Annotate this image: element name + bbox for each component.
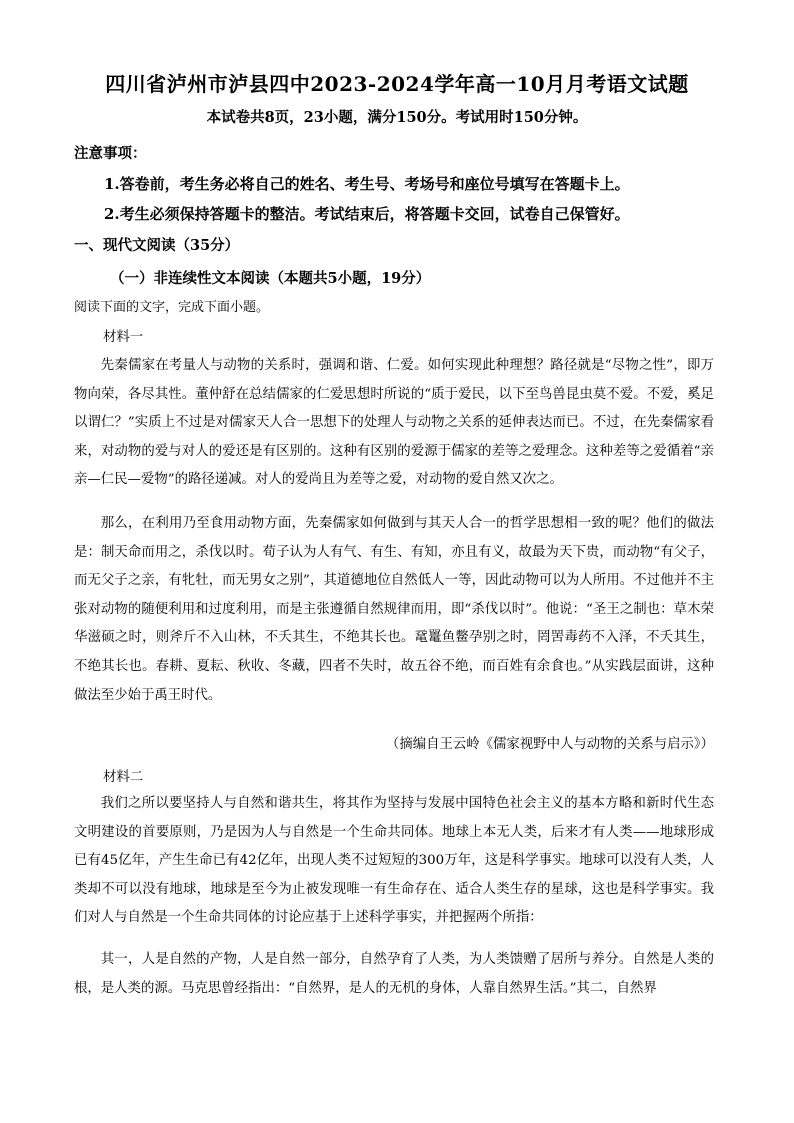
material-2-paragraph-1: 我们之所以要坚持人与自然和谐共生，将其作为坚持与发展中国特色社会主义的基本方略和新时代生态文明建设的首要原则，乃是因为人与自然是一个生命共同体。地球上本无人类，后来才有人类——地球形成已有45亿年，产生生命已有42亿年，出现人类不过短短的300万年，这是科学事实。地球可以没有人类，人类却不可以没有地球，地球是至今为止被发现唯一有生命存在、适合人类生存的星球，这也是科学事实。我们对人与自然是一个生命共同体的讨论应基于上述科学事实，并把握两个所指：	[74, 796, 714, 926]
exam-subtitle: 本试卷共8页，23小题，满分150分。考试用时150分钟。	[206, 109, 588, 126]
sub-section-heading: （一）非连续性文本阅读（本题共5小题，19分）	[110, 270, 431, 287]
material-1-label: 材料一	[103, 330, 144, 345]
material-1-source: （摘编自王云岭《儒家视野中人与动物的关系与启示》）	[385, 737, 714, 752]
notice-heading: 注意事项：	[74, 145, 147, 162]
material-1-paragraph-1: 先秦儒家在考量人与动物的关系时，强调和谐、仁爱。如何实现此种理想？路径就是“尽物之性”，即万物向荣，各尽其性。董仲舒在总结儒家的仁爱思想时所说的“质于爱民，以下至鸟兽昆虫莫不爱。不爱，奚足以谓仁？”实质上不过是对儒家天人合一思想下的处理人与动物之关系的延伸表达而已。不过，在先秦儒家看来，对动物的爱与对人的爱还是有区别的。这种有区别的爱源于儒家的差等之爱理念。这种差等之爱循着“亲亲—仁民—爱物”的路径递减。对人的爱尚且为差等之爱，对动物的爱自然又次之。	[74, 358, 714, 488]
section-heading: 一、现代文阅读（35分）	[74, 237, 240, 254]
exam-title: 四川省泸州市泸县四中2023-2024学年高一10月月考语文试题	[105, 72, 689, 96]
material-1-paragraph-2: 那么，在利用乃至食用动物方面，先秦儒家如何做到与其天人合一的哲学思想相一致的呢？他们的做法是：制天命而用之，杀伐以时。荀子认为人有气、有生、有知，亦且有义，故最为天下贵，而动物“有父子，而无父子之亲，有牝牡，而无男女之别”，其道德地位自然低人一等，因此动物可以为人所用。不过他并不主张对动物的随便利用和过度利用，而是主张遵循自然规律而用，即“杀伐以时”。他说：“圣王之制也：草木荣华滋硕之时，则斧斤不入山林，不夭其生，不绝其长也。鼋鼍鱼鳖孕别之时，罔罟毒药不入泽，不夭其生，不绝其长也。春耕、夏耘、秋收、冬藏，四者不失时，故五谷不绝，而百姓有余食也。”从实践层面讲，这种做法至少始于禹王时代。	[74, 516, 714, 703]
notice-item-2: 2.考生必须保持答题卡的整洁。考试结束后，将答题卡交回，试卷自己保管好。	[104, 205, 630, 223]
material-2-label: 材料二	[103, 770, 144, 785]
reading-instruction: 阅读下面的文字，完成下面小题。	[74, 300, 270, 315]
material-2-paragraph-2: 其一，人是自然的产物，人是自然一部分，自然孕育了人类，为人类馈赠了居所与养分。自然是人类的根，是人类的源。马克思曾经指出：“自然界，是人的无机的身体，人靠自然界生活。”其二，自然界	[74, 952, 714, 996]
notice-item-1: 1.答卷前，考生务必将自己的姓名、考生号、考场号和座位号填写在答题卡上。	[104, 175, 630, 193]
